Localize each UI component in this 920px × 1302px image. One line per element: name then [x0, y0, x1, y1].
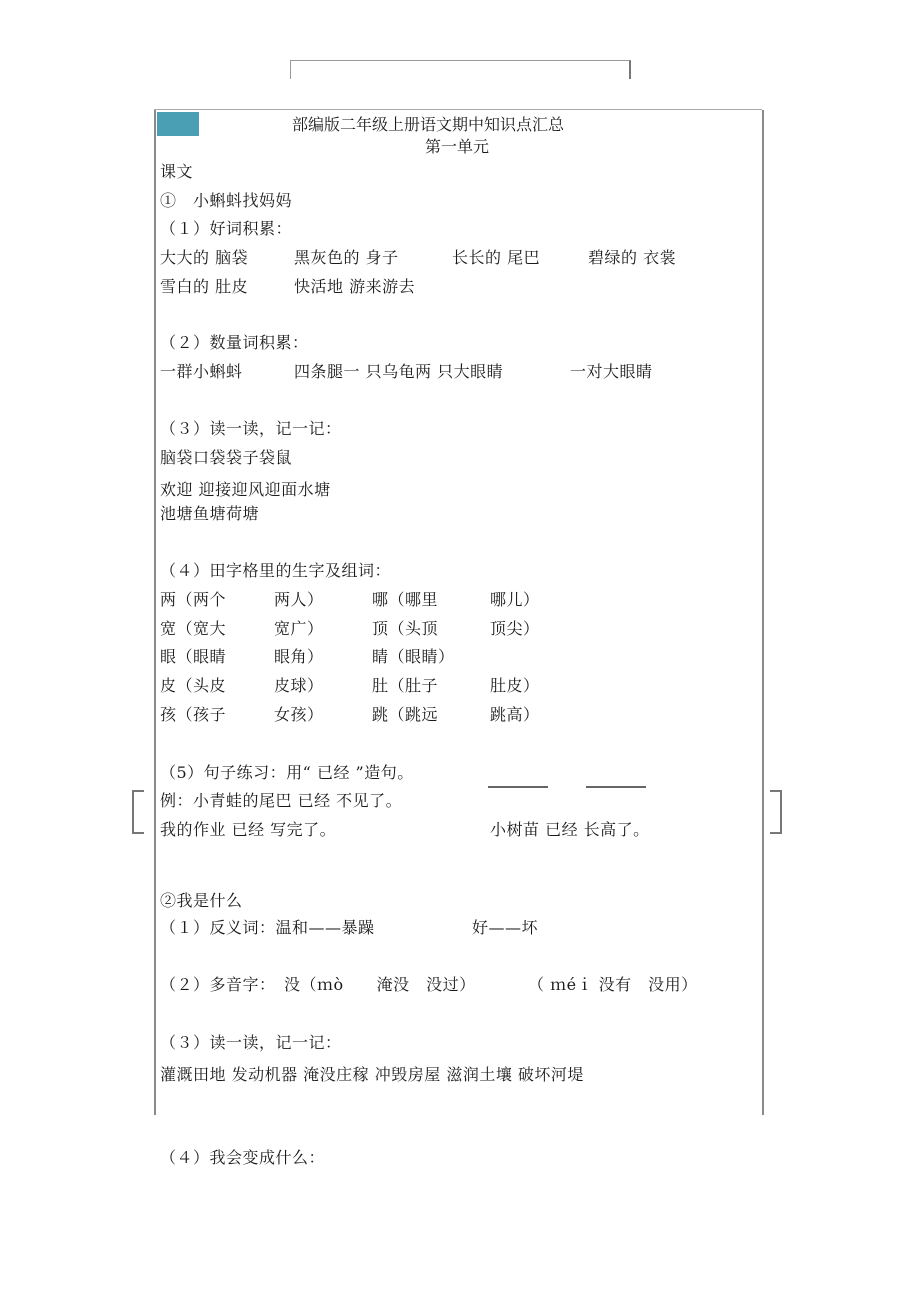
top-bracket-mark: [290, 60, 631, 79]
change-heading: （４）我会变成什么：: [160, 1148, 326, 1167]
char-cell: 女孩）: [274, 705, 324, 724]
good-word: 快活地 游来游去: [294, 277, 416, 296]
char-cell: 哪儿）: [490, 590, 540, 609]
good-word: 雪白的 肚皮: [160, 277, 249, 296]
char-cell: 两（两个: [160, 590, 227, 609]
good-words-heading: （１）好词积累：: [160, 219, 293, 238]
frame-top-border: [154, 109, 762, 110]
polyphone-heading: （２）多音字：: [160, 975, 276, 994]
unit-title: 第一单元: [425, 137, 490, 156]
good-word: 碧绿的 衣裳: [588, 248, 677, 267]
measure-word: 四条腿一 只乌龟两 只大眼睛: [294, 362, 504, 381]
char-cell: 跳（跳远: [372, 705, 439, 724]
right-side-mark: [770, 790, 782, 834]
characters-heading: （４）田字格里的生字及组词：: [160, 561, 392, 580]
dash-mark: [488, 786, 548, 788]
lesson2-title: ②我是什么: [160, 891, 243, 910]
char-cell: 顶尖）: [490, 619, 540, 638]
read2-heading: （３）读一读，记一记：: [160, 1033, 342, 1052]
document-title: 部编版二年级上册语文期中知识点汇总: [292, 115, 565, 134]
polyphone-reading: （ ｍéｉ 没有 没用）: [528, 975, 698, 994]
char-cell: 眼（眼睛: [160, 647, 227, 666]
char-cell: 睛（眼睛）: [372, 647, 455, 666]
polyphone-reading: 没（ｍò 淹没 没过）: [284, 975, 476, 994]
char-cell: 眼角）: [274, 647, 324, 666]
measure-words-heading: （２）数量词积累：: [160, 333, 309, 352]
read2-line: 灌溉田地 发动机器 淹没庄稼 冲毁房屋 滋润土壤 破坏河堤: [160, 1065, 584, 1084]
char-cell: 宽（宽大: [160, 619, 227, 638]
measure-word: 一对大眼睛: [570, 362, 653, 381]
frame-left-border: [154, 110, 156, 1115]
char-cell: 肚皮）: [490, 676, 540, 695]
read-heading: （３）读一读，记一记：: [160, 419, 342, 438]
good-word: 黑灰色的 身子: [294, 248, 399, 267]
dash-mark: [586, 786, 646, 788]
read-line: 脑袋口袋袋子袋鼠: [160, 448, 293, 467]
lesson1-title: ① 小蝌蚪找妈妈: [160, 191, 293, 210]
left-side-mark: [132, 790, 144, 834]
char-cell: 皮（头皮: [160, 676, 227, 695]
measure-word: 一群小蝌蚪: [160, 362, 243, 381]
good-word: 大大的 脑袋: [160, 248, 249, 267]
char-cell: 孩（孩子: [160, 705, 227, 724]
char-cell: 皮球）: [274, 676, 324, 695]
frame-right-border: [762, 110, 764, 1115]
sentences-heading: （5）句子练习：用“ 已经 ”造句。: [160, 763, 414, 782]
section-label: 课文: [160, 162, 194, 181]
char-cell: 顶（头顶: [372, 619, 439, 638]
char-cell: 跳高）: [490, 705, 540, 724]
antonym-pair: 好——坏: [472, 918, 539, 937]
read-line: 欢迎 迎接迎风迎面水塘: [160, 480, 331, 499]
char-cell: 宽广）: [274, 619, 324, 638]
char-cell: 哪（哪里: [372, 590, 439, 609]
char-cell: 肚（肚子: [372, 676, 439, 695]
sentence-example: 例：小青蛙的尾巴 已经 不见了。: [160, 791, 403, 810]
antonyms-heading: （１）反义词：温和——暴躁: [160, 918, 375, 937]
char-cell: 两人）: [274, 590, 324, 609]
good-word: 长长的 尾巴: [452, 248, 541, 267]
logo-block: [157, 112, 199, 136]
sentence-answer: 我的作业 已经 写完了。: [160, 820, 337, 839]
read-line: 池塘鱼塘荷塘: [160, 504, 260, 523]
sentence-answer: 小树苗 已经 长高了。: [490, 820, 650, 839]
